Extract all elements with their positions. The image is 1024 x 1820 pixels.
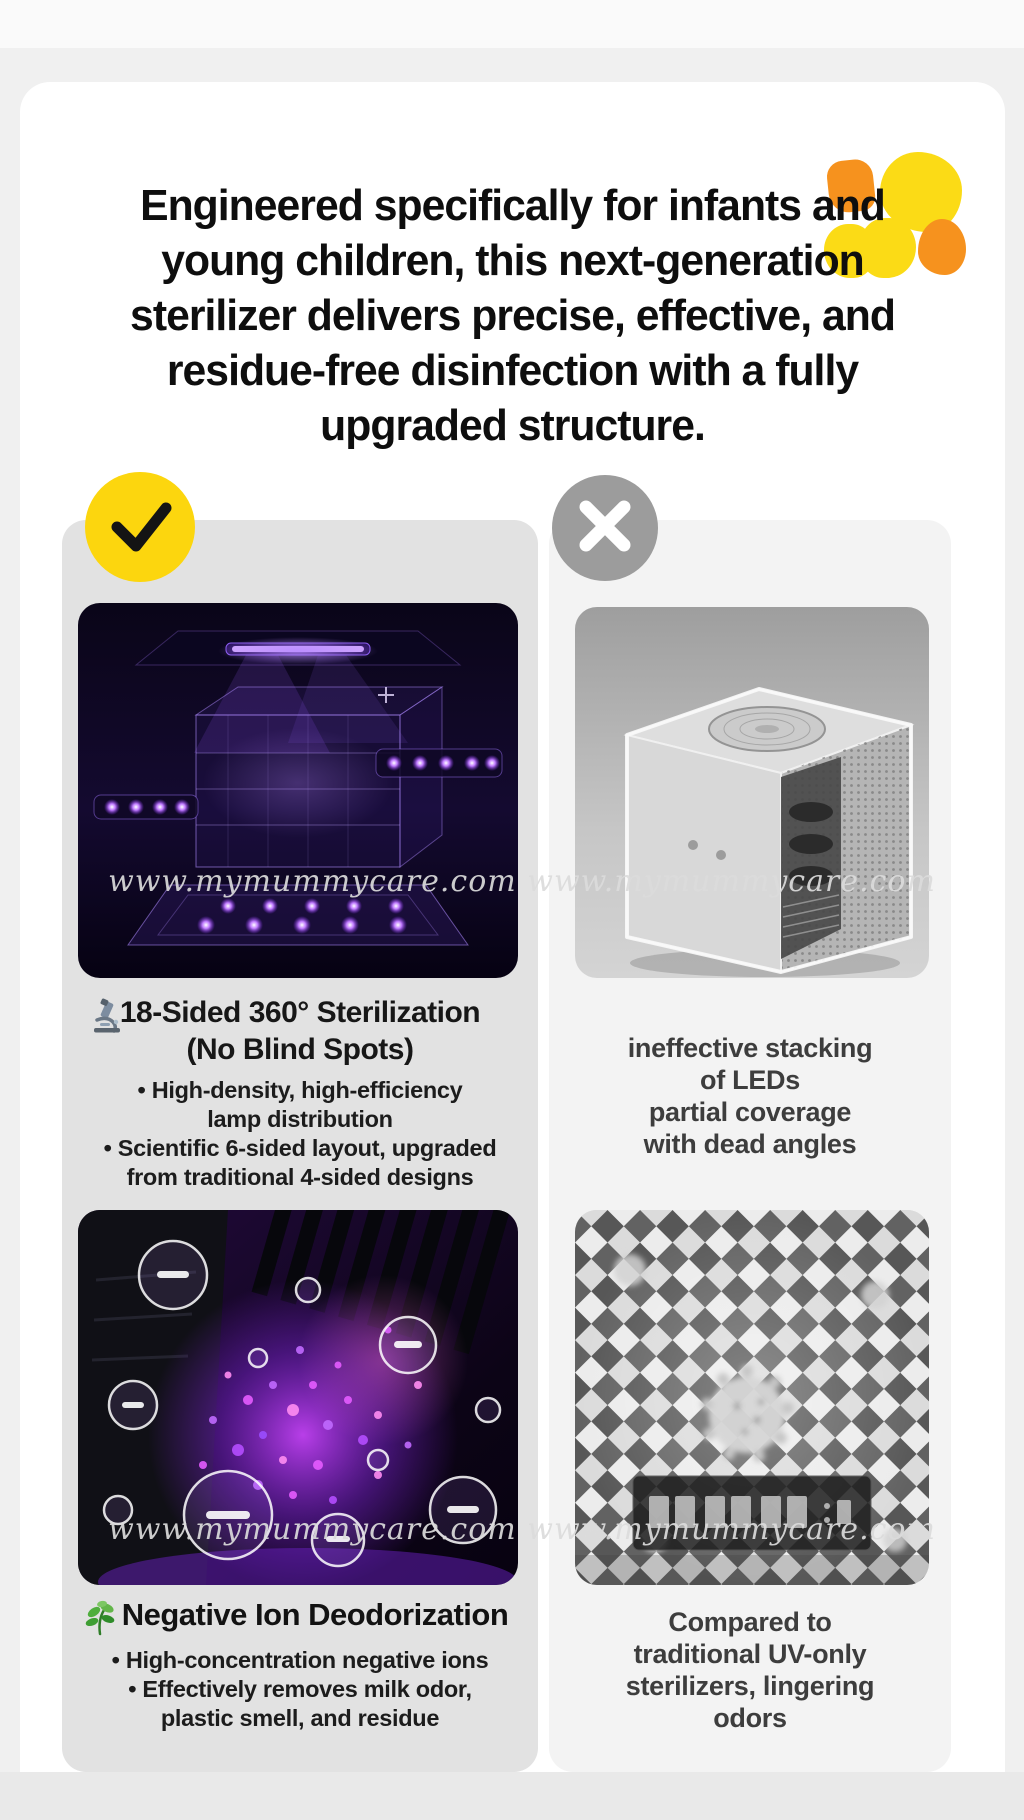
bullet-line: lamp distribution	[207, 1106, 393, 1132]
watermark-row1: www.mymummycare.com www.mymummycare.com	[108, 864, 936, 899]
feature-1-heading-line1: 18-Sided 360° Sterilization	[119, 996, 481, 1029]
feature-2-bullets	[62, 1646, 538, 1733]
photo-uv-sterilization	[78, 603, 518, 978]
caption-line: of LEDs	[700, 1065, 800, 1095]
feature-1-bullets	[62, 1076, 538, 1192]
check-badge	[85, 472, 195, 582]
x-icon	[552, 473, 658, 584]
headline-line: sterilizer delivers precise, effective, and	[130, 291, 895, 340]
caption-line: traditional UV-only	[633, 1639, 867, 1669]
bullet-line: • High-concentration negative ions	[111, 1647, 489, 1673]
bullet-line: • Effectively removes milk odor,	[128, 1676, 472, 1702]
caption-line: Compared to	[668, 1607, 832, 1637]
headline-line: young children, this next-generation	[161, 236, 864, 285]
caption-line: partial coverage	[648, 1097, 852, 1127]
content-card	[20, 82, 1005, 1772]
bullet-line: plastic smell, and residue	[160, 1705, 440, 1731]
bottom-strip	[0, 1772, 1024, 1820]
check-icon	[85, 470, 195, 585]
bad-row1-caption	[549, 1032, 951, 1160]
x-badge	[552, 475, 658, 581]
good-column-panel	[62, 520, 538, 1772]
feature-2-heading: Negative Ion Deodorization	[121, 1597, 509, 1632]
bad-column-panel	[549, 520, 951, 1772]
feature-1-heading	[62, 994, 538, 1068]
bullet-line: • High-density, high-efficiency	[137, 1077, 463, 1103]
bullet-line: from traditional 4-sided designs	[126, 1164, 474, 1190]
caption-line: with dead angles	[643, 1129, 857, 1159]
headline-line: upgraded structure.	[320, 401, 705, 450]
caption-line: odors	[713, 1703, 787, 1733]
caption-line: ineffective stacking	[627, 1033, 873, 1063]
feature-1-heading-line2: (No Blind Spots)	[186, 1033, 414, 1066]
headline-line: residue-free disinfection with a fully	[166, 346, 859, 395]
headline-line: Engineered specifically for infants and	[140, 181, 885, 230]
photo-traditional-sterilizer	[575, 607, 929, 978]
watermark-row2: www.mymummycare.com www.mymummycare.com	[108, 1512, 936, 1547]
headline	[64, 178, 961, 453]
bullet-line: • Scientific 6-sided layout, upgraded	[103, 1135, 497, 1161]
caption-line: sterilizers, lingering	[625, 1671, 875, 1701]
bad-row2-caption	[549, 1606, 951, 1734]
top-strip	[0, 0, 1024, 48]
